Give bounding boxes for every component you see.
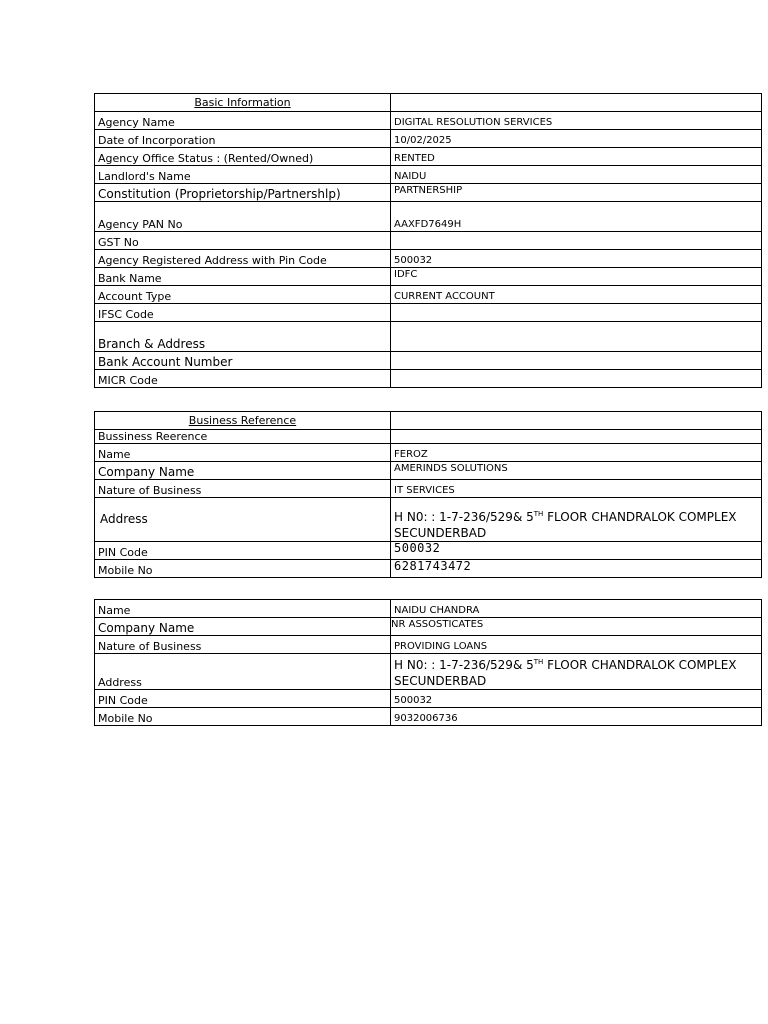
address-label: Address <box>95 654 391 690</box>
table-row <box>95 184 762 202</box>
header-value-cell <box>391 94 762 112</box>
nature-of-business-label: Nature of Business <box>95 480 391 498</box>
table-row <box>95 112 762 130</box>
table-row <box>95 202 762 232</box>
table-row <box>95 618 762 636</box>
gst-label: GST No <box>95 232 391 250</box>
table-row <box>95 600 762 618</box>
table-row <box>95 690 762 708</box>
table-row <box>95 166 762 184</box>
pan-label: Agency PAN No <box>95 202 391 232</box>
address-prefix: H N0: : 1-7-236/529& 5 <box>394 510 534 524</box>
company-name-value: AMERINDS SOLUTIONS <box>391 462 762 480</box>
table-row <box>95 130 762 148</box>
pin-code-label: PIN Code <box>95 690 391 708</box>
table-row <box>95 498 762 542</box>
mobile-value: 9032006736 <box>391 708 762 726</box>
account-type-value: CURRENT ACCOUNT <box>391 286 762 304</box>
bank-account-number-label: Bank Account Number <box>95 352 391 370</box>
mobile-value: 6281743472 <box>391 560 762 578</box>
account-type-label: Account Type <box>95 286 391 304</box>
office-status-value: RENTED <box>391 148 762 166</box>
address-sup: TH <box>533 510 544 518</box>
name-label: Name <box>95 600 391 618</box>
address-suffix: FLOOR CHANDRALOK COMPLEX SECUNDERBAD <box>394 510 737 540</box>
address-value <box>391 498 762 542</box>
pan-value: AAXFD7649H <box>391 202 762 232</box>
pin-code-label: PIN Code <box>95 542 391 560</box>
landlord-name-value: NAIDU <box>391 166 762 184</box>
table-row <box>95 412 762 430</box>
table-row <box>95 636 762 654</box>
table-row <box>95 370 762 388</box>
table-row <box>95 250 762 268</box>
table-row <box>95 322 762 352</box>
table-row <box>95 654 762 690</box>
table-row <box>95 430 762 444</box>
gst-value <box>391 232 762 250</box>
constitution-label: Constitution (Proprietorship/Partnershlp) <box>95 184 391 202</box>
table-row <box>95 268 762 286</box>
company-name-label: Company Name <box>95 462 391 480</box>
branch-address-label: Branch & Address <box>95 322 391 352</box>
landlord-name-label: Landlord's Name <box>95 166 391 184</box>
address-sup: TH <box>533 658 544 666</box>
subheader-value-cell <box>391 430 762 444</box>
table-row <box>95 462 762 480</box>
date-of-incorporation-label: Date of Incorporation <box>95 130 391 148</box>
company-name-label: Company Name <box>95 618 391 636</box>
office-status-label: Agency Office Status : (Rented/Owned) <box>95 148 391 166</box>
pin-code-value: 500032 <box>391 690 762 708</box>
branch-address-value <box>391 322 762 352</box>
business-reference-table <box>94 411 762 578</box>
bank-name-value: IDFC <box>391 268 762 286</box>
header-value-cell <box>391 412 762 430</box>
mobile-label: Mobile No <box>95 560 391 578</box>
basic-information-table <box>94 93 762 388</box>
table-row <box>95 232 762 250</box>
constitution-value: PARTNERSHIP <box>391 184 762 202</box>
micr-value <box>391 370 762 388</box>
mobile-label: Mobile No <box>95 708 391 726</box>
nature-of-business-value: PROVIDING LOANS <box>391 636 762 654</box>
table-row <box>95 352 762 370</box>
ifsc-value <box>391 304 762 322</box>
registered-address-value: 500032 <box>391 250 762 268</box>
second-reference-table <box>94 599 762 726</box>
address-prefix: H N0: : 1-7-236/529& 5 <box>394 658 534 672</box>
address-label: Address <box>95 498 391 542</box>
name-label: Name <box>95 444 391 462</box>
name-value: NAIDU CHANDRA <box>391 600 762 618</box>
table-row <box>95 708 762 726</box>
section-header: Basic Information <box>95 94 391 112</box>
date-of-incorporation-value: 10/02/2025 <box>391 130 762 148</box>
table-row <box>95 444 762 462</box>
section-header: Business Reference <box>95 412 391 430</box>
table-row <box>95 542 762 560</box>
table-row <box>95 480 762 498</box>
nature-of-business-label: Nature of Business <box>95 636 391 654</box>
name-value: FEROZ <box>391 444 762 462</box>
agency-name-label: Agency Name <box>95 112 391 130</box>
address-suffix: FLOOR CHANDRALOK COMPLEX SECUNDERBAD <box>394 658 737 688</box>
bank-name-label: Bank Name <box>95 268 391 286</box>
address-value <box>391 654 762 690</box>
table-row <box>95 94 762 112</box>
bank-account-number-value <box>391 352 762 370</box>
agency-name-value: DIGITAL RESOLUTION SERVICES <box>391 112 762 130</box>
nature-of-business-value: IT SERVICES <box>391 480 762 498</box>
registered-address-label: Agency Registered Address with Pin Code <box>95 250 391 268</box>
ifsc-label: IFSC Code <box>95 304 391 322</box>
table-row <box>95 286 762 304</box>
subheader-label: Bussiness Reerence <box>95 430 391 444</box>
micr-label: MICR Code <box>95 370 391 388</box>
table-row <box>95 304 762 322</box>
table-row <box>95 148 762 166</box>
company-name-value: NR ASSOSTICATES <box>391 618 762 636</box>
table-row <box>95 560 762 578</box>
pin-code-value: 500032 <box>391 542 762 560</box>
